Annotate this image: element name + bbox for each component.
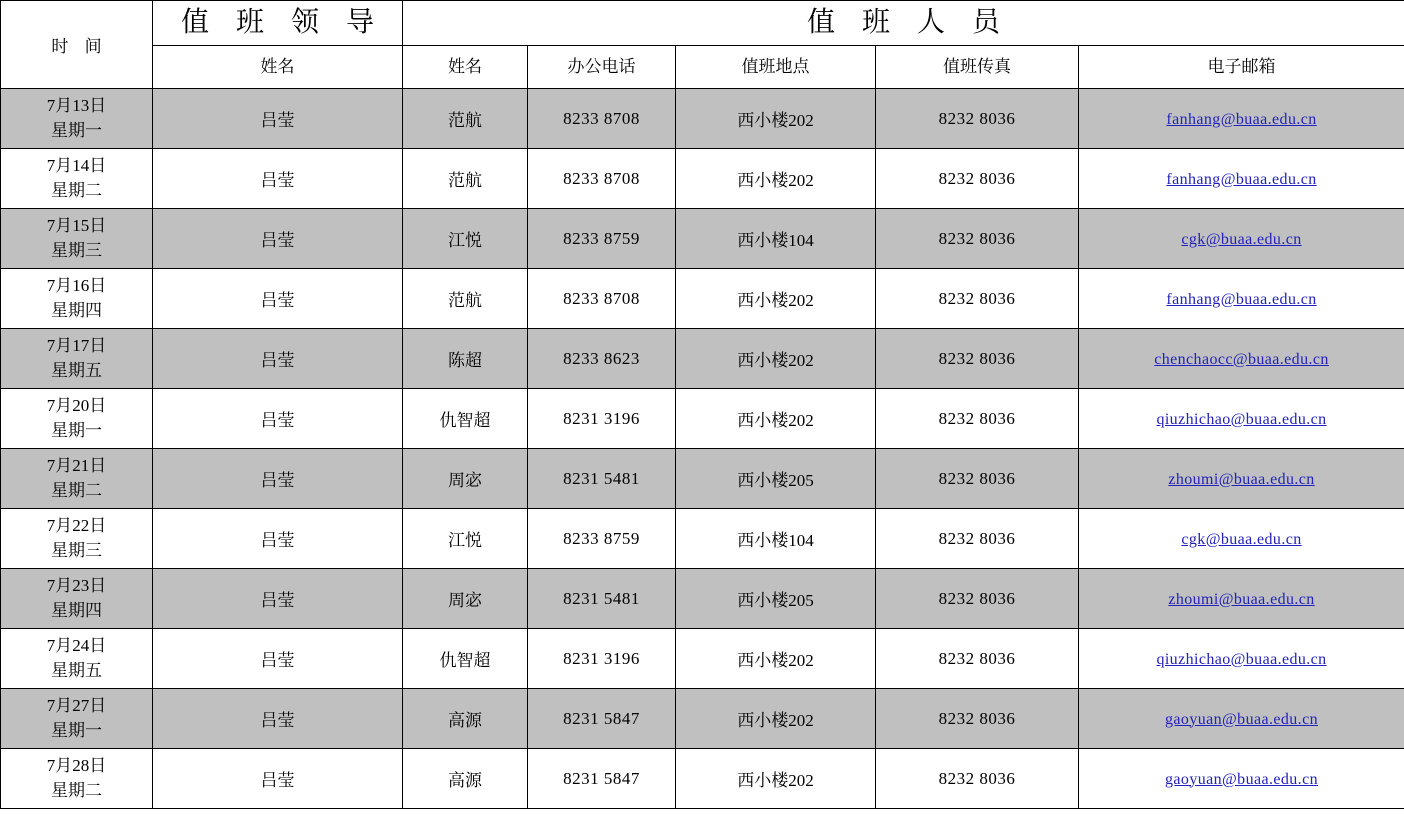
date-day: 7月14日 <box>46 155 107 175</box>
email-link[interactable]: qiuzhichao@buaa.edu.cn <box>1156 650 1327 668</box>
cell-email <box>1079 269 1404 329</box>
date-day: 7月27日 <box>46 695 107 715</box>
cell-email <box>1079 569 1404 629</box>
email-link[interactable]: gaoyuan@buaa.edu.cn <box>1165 770 1318 788</box>
table-row <box>1 449 1404 509</box>
cell-duty-fax: 8232 8036 <box>876 209 1079 269</box>
cell-duty-fax: 8232 8036 <box>876 149 1079 209</box>
email-link[interactable]: chenchaocc@buaa.edu.cn <box>1154 350 1329 368</box>
table-row <box>1 269 1404 329</box>
cell-date <box>1 269 153 329</box>
cell-leader: 吕莹 <box>153 89 403 149</box>
cell-leader: 吕莹 <box>153 269 403 329</box>
date-weekday: 星期四 <box>51 600 102 620</box>
cell-office-phone: 8233 8759 <box>528 509 676 569</box>
date-day: 7月17日 <box>46 335 107 355</box>
cell-leader: 吕莹 <box>153 749 403 809</box>
cell-duty-place: 西小楼202 <box>676 149 876 209</box>
cell-staff-name: 江悦 <box>403 209 528 269</box>
cell-date <box>1 329 153 389</box>
cell-duty-place: 西小楼205 <box>676 449 876 509</box>
date-weekday: 星期二 <box>51 180 102 200</box>
date-weekday: 星期五 <box>51 660 102 680</box>
cell-email <box>1079 209 1404 269</box>
date-weekday: 星期四 <box>51 300 102 320</box>
cell-staff-name: 范航 <box>403 149 528 209</box>
email-link[interactable]: gaoyuan@buaa.edu.cn <box>1165 710 1318 728</box>
cell-duty-fax: 8232 8036 <box>876 449 1079 509</box>
cell-leader: 吕莹 <box>153 329 403 389</box>
email-link[interactable]: fanhang@buaa.edu.cn <box>1166 170 1317 188</box>
cell-duty-fax: 8232 8036 <box>876 689 1079 749</box>
cell-date <box>1 689 153 749</box>
date-weekday: 星期一 <box>51 420 102 440</box>
cell-date <box>1 449 153 509</box>
date-day: 7月28日 <box>46 755 107 775</box>
date-weekday: 星期三 <box>51 240 102 260</box>
cell-leader: 吕莹 <box>153 509 403 569</box>
table-row <box>1 209 1404 269</box>
cell-leader: 吕莹 <box>153 629 403 689</box>
cell-duty-place: 西小楼202 <box>676 329 876 389</box>
cell-email <box>1079 389 1404 449</box>
cell-leader: 吕莹 <box>153 209 403 269</box>
cell-duty-fax: 8232 8036 <box>876 569 1079 629</box>
date-weekday: 星期一 <box>51 720 102 740</box>
cell-duty-fax: 8232 8036 <box>876 629 1079 689</box>
cell-email <box>1079 749 1404 809</box>
cell-staff-name: 江悦 <box>403 509 528 569</box>
cell-office-phone: 8231 5481 <box>528 449 676 509</box>
cell-date <box>1 389 153 449</box>
cell-duty-fax: 8232 8036 <box>876 749 1079 809</box>
table-row <box>1 749 1404 809</box>
cell-email <box>1079 89 1404 149</box>
cell-date <box>1 509 153 569</box>
cell-duty-place: 西小楼202 <box>676 749 876 809</box>
date-weekday: 星期五 <box>51 360 102 380</box>
table-row <box>1 329 1404 389</box>
cell-leader: 吕莹 <box>153 389 403 449</box>
cell-staff-name: 仇智超 <box>403 629 528 689</box>
cell-staff-name: 范航 <box>403 89 528 149</box>
cell-staff-name: 高源 <box>403 689 528 749</box>
cell-date <box>1 149 153 209</box>
date-day: 7月22日 <box>46 515 107 535</box>
cell-duty-fax: 8232 8036 <box>876 89 1079 149</box>
table-row <box>1 689 1404 749</box>
cell-duty-fax: 8232 8036 <box>876 269 1079 329</box>
cell-office-phone: 8233 8623 <box>528 329 676 389</box>
date-weekday: 星期一 <box>51 120 102 140</box>
cell-leader: 吕莹 <box>153 449 403 509</box>
cell-duty-place: 西小楼202 <box>676 689 876 749</box>
header-staff-group: 值 班 人 员 <box>403 1 1404 46</box>
header-staff-name: 姓名 <box>403 46 528 89</box>
cell-date <box>1 209 153 269</box>
table-row <box>1 389 1404 449</box>
cell-staff-name: 仇智超 <box>403 389 528 449</box>
cell-office-phone: 8233 8708 <box>528 269 676 329</box>
email-link[interactable]: zhoumi@buaa.edu.cn <box>1168 470 1315 488</box>
email-link[interactable]: fanhang@buaa.edu.cn <box>1166 290 1317 308</box>
cell-duty-place: 西小楼202 <box>676 89 876 149</box>
date-day: 7月13日 <box>46 95 107 115</box>
cell-date <box>1 569 153 629</box>
cell-email <box>1079 509 1404 569</box>
header-office-phone: 办公电话 <box>528 46 676 89</box>
cell-office-phone: 8231 3196 <box>528 629 676 689</box>
cell-email <box>1079 149 1404 209</box>
cell-office-phone: 8231 5847 <box>528 749 676 809</box>
table-row <box>1 149 1404 209</box>
cell-office-phone: 8231 5847 <box>528 689 676 749</box>
cell-duty-fax: 8232 8036 <box>876 389 1079 449</box>
cell-staff-name: 陈超 <box>403 329 528 389</box>
header-duty-fax: 值班传真 <box>876 46 1079 89</box>
date-day: 7月21日 <box>46 455 107 475</box>
date-day: 7月16日 <box>46 275 107 295</box>
cell-staff-name: 周宓 <box>403 569 528 629</box>
email-link[interactable]: cgk@buaa.edu.cn <box>1181 230 1302 248</box>
email-link[interactable]: fanhang@buaa.edu.cn <box>1166 110 1317 128</box>
header-email: 电子邮箱 <box>1079 46 1404 89</box>
date-day: 7月20日 <box>46 395 107 415</box>
cell-duty-fax: 8232 8036 <box>876 329 1079 389</box>
cell-date <box>1 629 153 689</box>
date-day: 7月24日 <box>46 635 107 655</box>
cell-email <box>1079 449 1404 509</box>
cell-office-phone: 8233 8708 <box>528 89 676 149</box>
date-day: 7月15日 <box>46 215 107 235</box>
header-leader-name: 姓名 <box>153 46 403 89</box>
cell-date <box>1 749 153 809</box>
cell-duty-fax: 8232 8036 <box>876 509 1079 569</box>
header-row-groups <box>1 1 1404 46</box>
table-header <box>1 1 1404 89</box>
cell-leader: 吕莹 <box>153 569 403 629</box>
header-duty-place: 值班地点 <box>676 46 876 89</box>
cell-office-phone: 8233 8708 <box>528 149 676 209</box>
cell-duty-place: 西小楼104 <box>676 209 876 269</box>
cell-office-phone: 8233 8759 <box>528 209 676 269</box>
cell-email <box>1079 329 1404 389</box>
cell-duty-place: 西小楼202 <box>676 269 876 329</box>
cell-duty-place: 西小楼202 <box>676 389 876 449</box>
date-day: 7月23日 <box>46 575 107 595</box>
cell-staff-name: 范航 <box>403 269 528 329</box>
table-row <box>1 569 1404 629</box>
email-link[interactable]: cgk@buaa.edu.cn <box>1181 530 1302 548</box>
header-row-columns <box>1 46 1404 89</box>
email-link[interactable]: qiuzhichao@buaa.edu.cn <box>1156 410 1327 428</box>
cell-staff-name: 高源 <box>403 749 528 809</box>
date-weekday: 星期三 <box>51 540 102 560</box>
cell-date <box>1 89 153 149</box>
table-row <box>1 89 1404 149</box>
cell-email <box>1079 689 1404 749</box>
cell-staff-name: 周宓 <box>403 449 528 509</box>
cell-duty-place: 西小楼104 <box>676 509 876 569</box>
date-weekday: 星期二 <box>51 480 102 500</box>
cell-leader: 吕莹 <box>153 149 403 209</box>
email-link[interactable]: zhoumi@buaa.edu.cn <box>1168 590 1315 608</box>
cell-duty-place: 西小楼202 <box>676 629 876 689</box>
header-leader-group: 值 班 领 导 <box>153 1 403 46</box>
cell-office-phone: 8231 3196 <box>528 389 676 449</box>
table-row <box>1 509 1404 569</box>
cell-leader: 吕莹 <box>153 689 403 749</box>
header-time: 时 间 <box>1 1 153 89</box>
date-weekday: 星期二 <box>51 780 102 800</box>
cell-duty-place: 西小楼205 <box>676 569 876 629</box>
cell-office-phone: 8231 5481 <box>528 569 676 629</box>
table-body <box>1 89 1404 809</box>
cell-email <box>1079 629 1404 689</box>
table-row <box>1 629 1404 689</box>
